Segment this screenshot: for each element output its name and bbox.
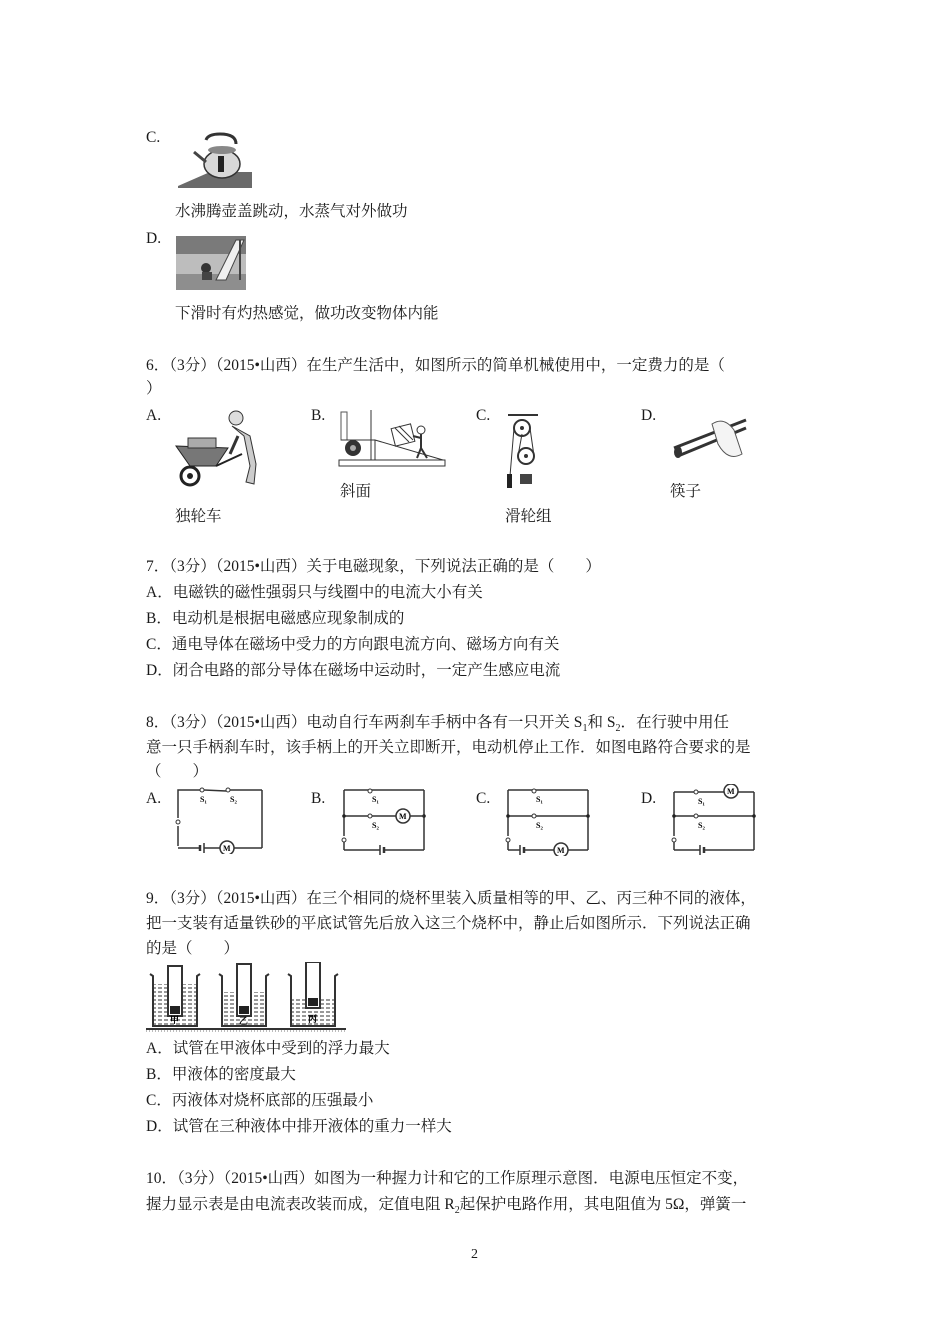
q10-stem-line1: 10．（3分）（2015•山西）如图为一种握力计和它的工作原理示意图．电源电压恒定不变， [146,1170,749,1187]
motor-label: M [727,787,735,796]
q7-option-d: D．闭合电路的部分导体在磁场中运动时，一定产生感应电流 [146,662,561,679]
q9-stem-line3: 的是（ ） [146,940,240,957]
q8-stem-part: ．在行驶中用任 [620,714,729,731]
q8-stem-line3: （ ） [146,763,209,780]
beakers-diagram [146,962,346,1032]
q9-option-c: C．丙液体对烧杯底部的压强最小 [146,1092,374,1109]
circuit-c-diagram [504,786,592,856]
q10-stem-line2 [146,1195,746,1221]
q5-option-d-label: D. [146,230,162,247]
q8-option-c-label: C. [476,790,491,807]
q9-option-d: D．试管在三种液体中排开液体的重力一样大 [146,1118,452,1135]
q6-stem-end: ） [146,380,162,397]
q5-option-d-caption: 下滑时有灼热感觉，做功改变物体内能 [175,305,439,322]
subscript-1: 1 [582,723,588,735]
page-number: 2 [471,1247,478,1262]
switch-s2-label: S₂ [536,821,543,830]
subscript-2: 2 [454,1205,460,1217]
q9-option-b: B．甲液体的密度最大 [146,1066,296,1083]
q6-option-c-label: C. [476,407,491,424]
q8-stem-line1 [146,713,729,739]
q6-option-b-label: B. [311,407,326,424]
q8-stem-line2: 意一只手柄刹车时，该手柄上的开关立即断开，电动机停止工作．如图电路符合要求的是 [146,739,751,756]
q8-stem-part: 8．（3分）（2015•山西）电动自行车两刹车手柄中各有一只开关 S [146,714,583,731]
pulley-block-image [504,412,544,492]
q6-stem: 6．（3分）（2015•山西）在生产生活中，如图所示的简单机械使用中，一定费力的是（ [146,357,725,374]
q6-option-d-label: D. [641,407,657,424]
q9-option-a: A．试管在甲液体中受到的浮力最大 [146,1040,390,1057]
motor-label: M [399,812,407,821]
motor-label: M [557,846,565,855]
switch-s1-label: S₁ [372,795,379,804]
circuit-b-diagram [340,786,428,856]
q7-option-c: C．通电导体在磁场中受力的方向跟电流方向、磁场方向有关 [146,636,560,653]
beaker-label-jia: 甲 [170,1015,180,1025]
q7-stem: 7．（3分）（2015•山西）关于电磁现象，下列说法正确的是（ ） [146,558,601,575]
switch-s2-label: S₂ [372,821,379,830]
beaker-label-yi: 乙 [239,1016,249,1026]
q8-option-a-label: A. [146,790,162,807]
beaker-label-bing: 丙 [308,1014,318,1024]
q9-stem-line1: 9．（3分）（2015•山西）在三个相同的烧杯里装入质量相等的甲、乙、丙三种不同的液体， [146,890,756,907]
inclined-plane-image [337,410,447,470]
q6-option-a-label: A. [146,407,162,424]
q8-option-d-label: D. [641,790,657,807]
slide-image [176,236,246,290]
motor-label: M [223,844,231,853]
q5-option-c-label: C. [146,129,161,146]
switch-s1-label: S₁ [200,795,207,804]
wheelbarrow-image [172,410,268,488]
q8-option-b-label: B. [311,790,326,807]
q10-stem-part: 握力显示表是由电流表改装而成，定值电阻 R [146,1196,455,1213]
q6-option-c-caption: 滑轮组 [505,508,552,525]
circuit-a-diagram [174,786,266,854]
q5-option-c-caption: 水沸腾壶盖跳动，水蒸气对外做功 [175,203,408,220]
q7-option-b: B．电动机是根据电磁感应现象制成的 [146,610,405,627]
q8-stem-part: 和 S [587,714,616,731]
q10-stem-part: 起保护电路作用，其电阻值为 5Ω，弹簧一 [459,1196,747,1213]
circuit-d-diagram [670,784,758,856]
q7-option-a: A．电磁铁的磁性强弱只与线圈中的电流大小有关 [146,584,483,601]
switch-s1-label: S₁ [536,795,543,804]
q9-stem-line2: 把一支装有适量铁砂的平底试管先后放入这三个烧杯中，静止后如图所示．下列说法正确 [146,915,751,932]
q6-option-b-caption: 斜面 [340,483,372,500]
kettle-image [176,130,254,190]
q6-option-a-caption: 独轮车 [175,508,222,525]
switch-s2-label: S₂ [698,821,705,830]
chopsticks-image [668,414,750,466]
switch-s2-label: S₂ [230,795,237,804]
subscript-2: 2 [615,723,621,735]
switch-s1-label: S₁ [698,797,705,806]
q6-option-d-caption: 筷子 [670,483,702,500]
